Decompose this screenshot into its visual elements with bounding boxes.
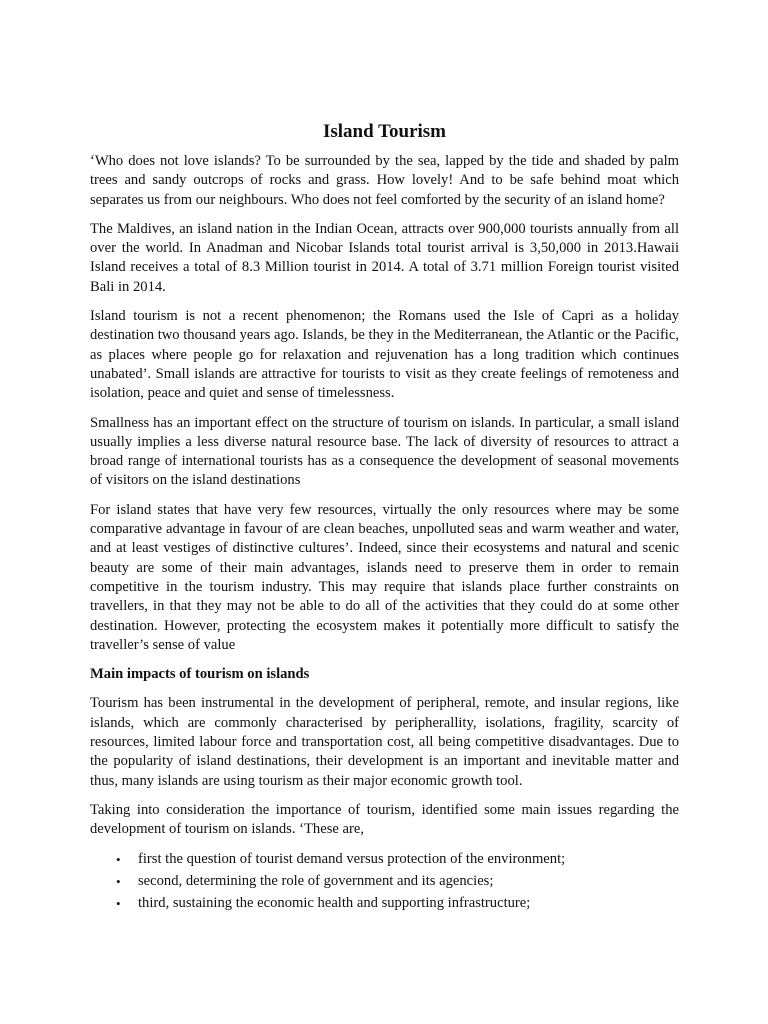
bullet-icon: • — [116, 851, 121, 867]
paragraph-intro-1: ‘Who does not love islands? To be surrounded by the sea, lapped by the tide and shaded by palm trees and sandy outcrops of rocks and grass. How lovely! And to be safe behind moat which separates us from our neighbours. Who does not feel comforted by the security of an island home? — [90, 153, 679, 208]
paragraph-history: Island tourism is not a recent phenomenon; the Romans used the Isle of Capri as a holiday destination two thousand years ago. Islands, be they in the Mediterranean, the Atlantic or the Pacific, as places where people go for relaxation and rejuvenation has a long tradition which continues unabated’. Small islands are attractive for tourists to visit as they create feelings of remoteness and isolation, peace and quiet and sense of timelessness. — [90, 308, 679, 402]
issues-list — [90, 850, 679, 914]
paragraph-smallness: Smallness has an important effect on the structure of tourism on islands. In particular, a small island usually implies a less diverse natural resource base. The lack of diversity of resources to attract a broad range of international tourists has as a consequence the development of seasonal movements of visitors on the island destinations — [90, 414, 679, 489]
list-item-text: first the question of tourist demand versus protection of the environment; — [138, 850, 566, 867]
list-item — [116, 850, 679, 869]
paragraph-issues-intro: Taking into consideration the importance of tourism, identified some main issues regarding the development of tourism on islands. ‘These are, — [90, 801, 679, 838]
bullet-icon: • — [116, 896, 121, 912]
section-heading: Main impacts of tourism on islands — [90, 666, 310, 683]
paragraph-resources: For island states that have very few resources, virtually the only resources where may be some comparative advantage in favour of are clean beaches, unpolluted seas and warm weather and water, and at least vestiges of distinctive cultures’. Indeed, since their ecosystems and natural and scenic beauty are some of their main advantages, islands need to preserve them in order to remain competitive in the tourism industry. This may require that islands place further constraints on travellers, in that they may not be able to do all of the activities that they could do at some other destination. However, protecting the ecosystem makes it potentially more difficult to satisfy the traveller’s sense of value — [90, 501, 679, 653]
paragraph-maldives-stats: The Maldives, an island nation in the Indian Ocean, attracts over 900,000 tourists annually from all over the world. In Anadman and Nicobar Islands total tourist arrival is 3,50,000 in 2013.Hawaii Island receives a total of 8.3 Million tourist in 2014. A total of 3.71 million Foreign tourist visited Bali in 2014. — [90, 220, 679, 295]
list-item — [116, 872, 679, 891]
page-title: Island Tourism — [322, 121, 447, 142]
paragraph-impacts: Tourism has been instrumental in the development of peripheral, remote, and insular regions, like islands, which are commonly characterised by peripherallity, isolations, fragility, scarcity of resources, limited labour force and transportation cost, all being competitive disadvantages. Due to the popularity of island destinations, their development is an important and inevitable matter and thus, many islands are using tourism as their major economic growth tool. — [90, 695, 679, 789]
list-item-text: third, sustaining the economic health and supporting infrastructure; — [138, 895, 531, 912]
list-item — [116, 894, 679, 913]
list-item-text: second, determining the role of government and its agencies; — [138, 872, 494, 889]
bullet-icon: • — [116, 873, 121, 889]
